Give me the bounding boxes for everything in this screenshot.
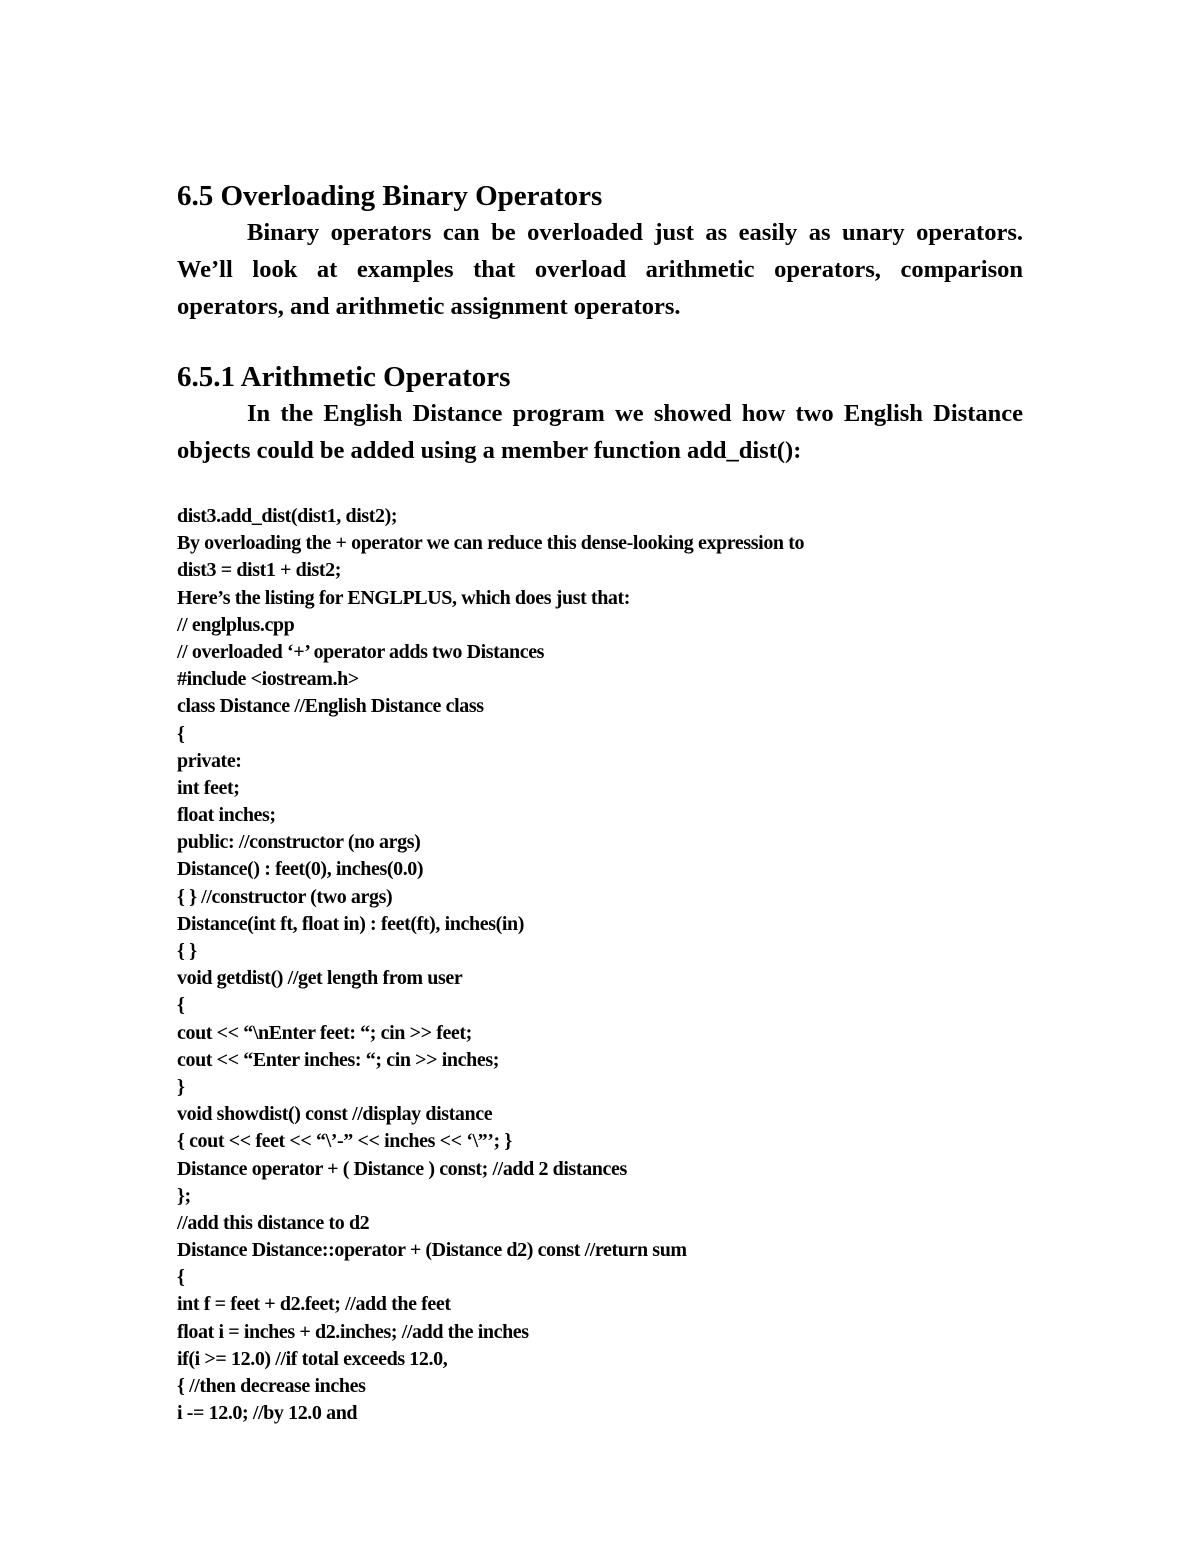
code-line: Distance operator + ( Distance ) const; //add 2 distances bbox=[177, 1157, 627, 1180]
document-page bbox=[177, 178, 1023, 1427]
code-line: { } bbox=[177, 940, 197, 962]
code-line: cout << “\nEnter feet: “; cin >> feet; bbox=[177, 1021, 472, 1044]
code-line: dist3.add_dist(dist1, dist2); bbox=[177, 505, 398, 527]
code-line: //add this distance to d2 bbox=[177, 1211, 370, 1234]
code-line: class Distance //English Distance class bbox=[177, 695, 484, 718]
code-line: Distance Distance::operator + (Distance d2) const //return sum bbox=[177, 1239, 687, 1262]
section-heading-6-5-1: 6.5.1 Arithmetic Operators bbox=[177, 361, 511, 393]
spacer bbox=[177, 325, 1023, 359]
code-line: // overloaded ‘+’ operator adds two Distances bbox=[177, 640, 545, 663]
code-line: Here’s the listing for ENGLPLUS, which does just that: bbox=[177, 586, 631, 609]
code-line: { bbox=[177, 1266, 185, 1289]
code-line: public: //constructor (no args) bbox=[177, 831, 421, 854]
code-line: By overloading the + operator we can reduce this dense-looking expression to bbox=[177, 532, 805, 555]
spacer bbox=[177, 469, 1023, 503]
code-line: }; bbox=[177, 1184, 191, 1207]
code-line: cout << “Enter inches: “; cin >> inches; bbox=[177, 1048, 499, 1071]
code-line: void getdist() //get length from user bbox=[177, 967, 463, 990]
code-line: void showdist() const //display distance bbox=[177, 1103, 493, 1126]
code-line: { bbox=[177, 994, 185, 1017]
code-line: { bbox=[177, 722, 185, 745]
code-line: Distance() : feet(0), inches(0.0) bbox=[177, 858, 424, 881]
section-heading-6-5: 6.5 Overloading Binary Operators bbox=[177, 180, 603, 212]
code-line: float i = inches + d2.inches; //add the inches bbox=[177, 1320, 529, 1343]
section-paragraph-6-5: Binary operators can be overloaded just as easily as unary operators. We’ll look at examples that overload arithmetic operators, comparison operators, and arithmetic assignment operators. bbox=[177, 219, 1023, 320]
code-line: if(i >= 12.0) //if total exceeds 12.0, bbox=[177, 1347, 448, 1370]
code-line: float inches; bbox=[177, 804, 276, 827]
code-listing bbox=[177, 503, 1023, 1427]
code-line: { cout << feet << “\’-” << inches << ‘\”’; } bbox=[177, 1130, 512, 1153]
code-line: { } //constructor (two args) bbox=[177, 885, 393, 908]
code-line: i -= 12.0; //by 12.0 and bbox=[177, 1402, 358, 1425]
code-line: int feet; bbox=[177, 776, 240, 799]
code-line: int f = feet + d2.feet; //add the feet bbox=[177, 1293, 451, 1316]
code-line: // englplus.cpp bbox=[177, 613, 295, 636]
code-line: private: bbox=[177, 749, 242, 772]
code-line: Distance(int ft, float in) : feet(ft), inches(in) bbox=[177, 912, 524, 935]
code-line: } bbox=[177, 1075, 185, 1098]
code-line: dist3 = dist1 + dist2; bbox=[177, 559, 342, 582]
section-paragraph-6-5-1: In the English Distance program we showed how two English Distance objects could be added using a member function add_dist(): bbox=[177, 400, 1023, 464]
code-line: #include <iostream.h> bbox=[177, 668, 359, 691]
code-line: { //then decrease inches bbox=[177, 1375, 366, 1397]
